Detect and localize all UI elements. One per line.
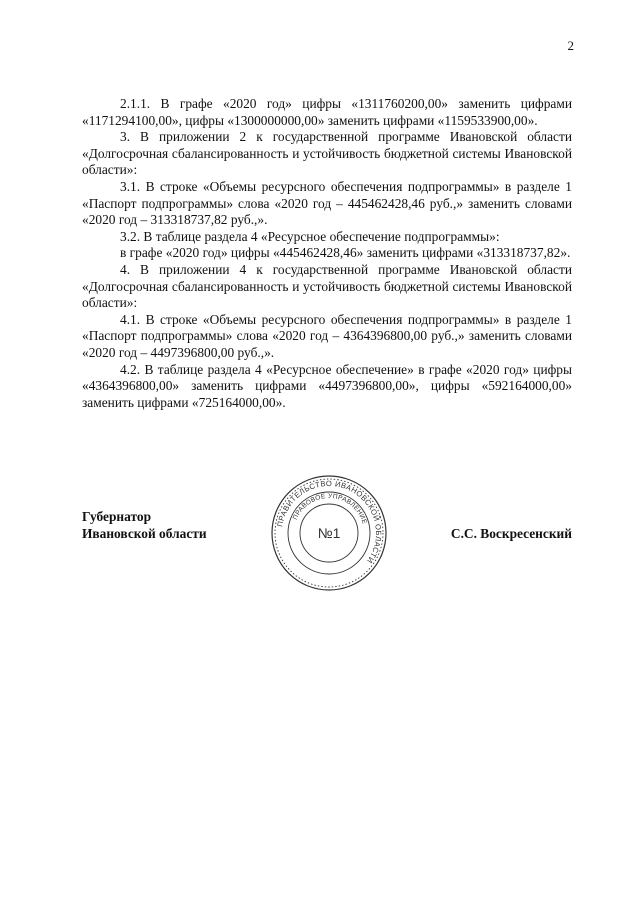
- official-seal-stamp: [269, 473, 389, 593]
- paragraph-4: 4. В приложении 4 к государственной программе Ивановской области «Долгосрочная сбалансированность и устойчивость бюджетной системы Ивановской области»:: [82, 261, 572, 311]
- paragraph-2-1-1: 2.1.1. В графе «2020 год» цифры «1311760200,00» заменить цифрами «1171294100,00», цифры «1300000000,00» заменить цифрами «1159533900,00».: [82, 96, 572, 128]
- signatory-title-line1: Губернатор: [82, 509, 152, 524]
- paragraph-3-1: 3.1. В строке «Объемы ресурсного обеспечения подпрограммы» в разделе 1 «Паспорт подпрограммы» слова «2020 год – 445462428,46 руб.,» заменить словами «2020 год – 313318737,82 руб.,».: [82, 178, 572, 228]
- paragraph-3-2: 3.2. В таблице раздела 4 «Ресурсное обеспечение подпрограммы»:: [120, 228, 500, 244]
- seal-outer-text: ПРАВИТЕЛЬСТВО ИВАНОВСКОЙ ОБЛАСТИ: [275, 478, 384, 566]
- seal-number: №1: [317, 525, 341, 541]
- paragraph-4-1: 4.1. В строке «Объемы ресурсного обеспечения подпрограммы» в разделе 1 «Паспорт подпрограммы» слова «2020 год – 4364396800,00 руб.,» заменить словами «2020 год – 4497396800,00 руб.,».: [82, 311, 572, 360]
- signatory-title-line2: Ивановской области: [82, 525, 207, 541]
- signatory-title: [82, 509, 207, 542]
- paragraph-3: 3. В приложении 2 к государственной программе Ивановской области «Долгосрочная сбалансированность и устойчивость бюджетной системы Ивановской области»:: [82, 129, 572, 178]
- page-number: 2: [567, 38, 574, 53]
- paragraph-3-2-detail: в графе «2020 год» цифры «445462428,46» заменить цифрами «313318737,82».: [120, 245, 571, 261]
- document-body: [82, 96, 572, 411]
- signatory-name: С.С. Воскресенский: [450, 525, 572, 541]
- paragraph-4-2: 4.2. В таблице раздела 4 «Ресурсное обеспечение» в графе «2020 год» цифры «4364396800,00» заменить цифрами «4497396800,00», цифры «592164000,00» заменить цифрами «725164000,00».: [82, 361, 572, 410]
- seal-inner-text: ПРАВОВОЕ УПРАВЛЕНИЕ: [291, 492, 368, 526]
- signature-block: [82, 478, 572, 599]
